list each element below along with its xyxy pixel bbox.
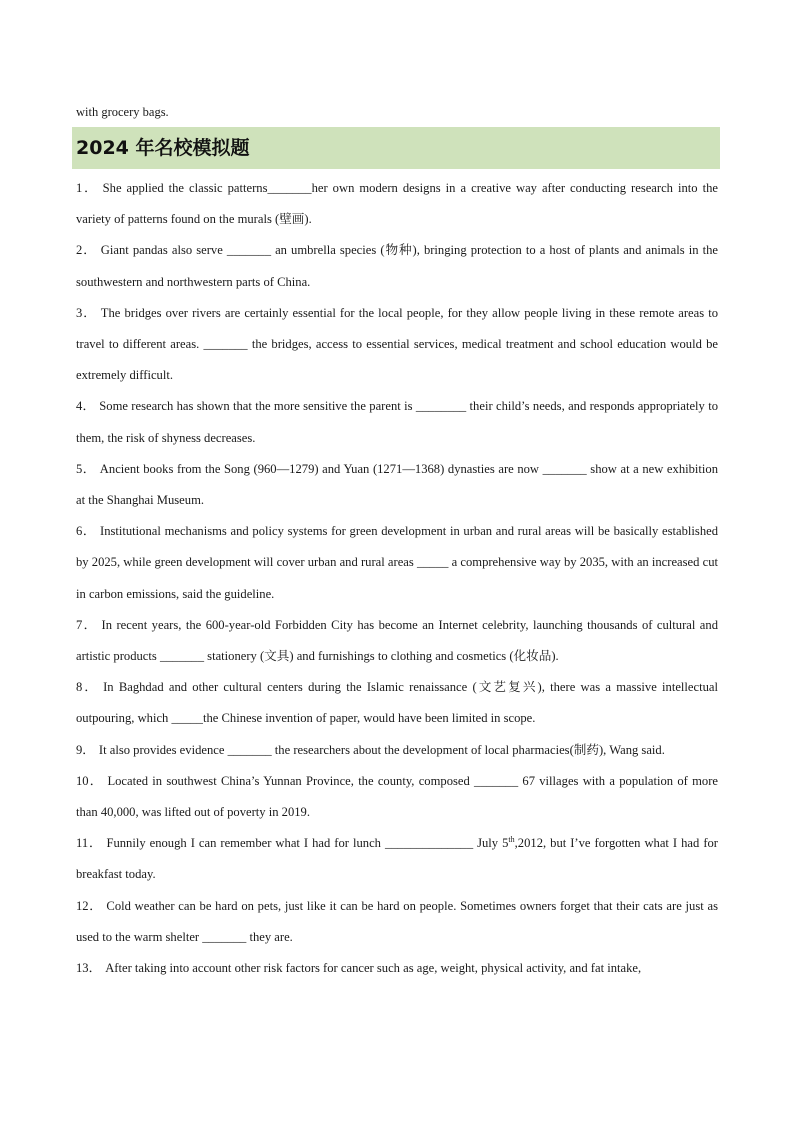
question-10 [76,766,718,828]
question-text: Some research has shown that the more sensitive the parent is ________ their child’s needs, and responds appropriately to them, the risk of shyness decreases. [76,399,718,445]
question-number: 13． [76,961,102,976]
question-text: Ancient books from the Song (960—1279) and Yuan (1271—1368) dynasties are now _______ show at a new exhibition at the Shanghai Museum. [76,461,718,508]
question-text: Giant pandas also serve _______ an umbrella species (物种), bringing protection to a host of plants and animals in the southwestern and northwestern parts of China. [76,243,718,289]
question-text: Cold weather can be hard on pets, just like it can be hard on people. Sometimes owners forget that their cats are just as used to the warm shelter _______ they are. [76,898,718,944]
question-text: After taking into account other risk factors for cancer such as age, weight, physical activity, and fat intake, [105,961,642,976]
question-text: The bridges over rivers are certainly essential for the local people, for they allow people living in these remote areas to travel to different areas. _______ the bridges, access to essential services, medical treatment and school education would be extremely difficult. [76,305,718,383]
question-3 [76,298,718,392]
question-1 [76,173,718,235]
section-title: 2024 年名校模拟题 [76,137,250,159]
question-text: Funnily enough I can remember what I had for lunch ______________ July 5 [106,836,509,851]
question-11 [76,828,718,890]
question-text: In Baghdad and other cultural centers during the Islamic renaissance (文艺复兴), there was a massive intellectual outpouring, which _____the Chinese invention of paper, would have been limited in scope. [76,680,718,726]
ordinal-superscript: th [508,835,515,845]
question-number: 10． [76,773,104,788]
question-number: 1． [76,181,99,195]
question-text: In recent years, the 600-year-old Forbidden City has become an Internet celebrity, launching thousands of cultural and artistic products _______ stationery (文具) and furnishings to clothing and cosmetics (化妆品). [76,617,718,664]
question-list [76,173,718,984]
question-number: 6． [76,524,96,539]
question-5 [76,454,718,516]
question-number: 3． [76,305,97,320]
question-number: 12． [76,898,103,913]
question-12 [76,891,718,953]
section-header [72,127,720,169]
question-13 [76,953,718,984]
continuation-text: with grocery bags. [76,105,169,119]
question-text: It also provides evidence _______ the researchers about the development of local pharmacies(制药), Wang said. [98,742,665,757]
question-number: 9． [76,742,95,757]
question-text: ,2012, but I’ve forgotten what I had for breakfast today. [76,836,718,882]
question-2 [76,235,718,297]
question-8 [76,672,718,734]
question-number: 2． [76,243,97,258]
question-text: Located in southwest China’s Yunnan Province, the county, composed _______ 67 villages with a population of more than 40,000, was lifted out of poverty in 2019. [76,773,718,820]
question-text: Institutional mechanisms and policy systems for green development in urban and rural areas will be basically established by 2025, while green development will cover urban and rural areas _____ a comprehensive way by 2035, with an increased cut in carbon emissions, said the guideline. [76,524,719,601]
question-number: 4． [76,399,96,414]
question-number: 8． [76,680,100,695]
question-6 [76,516,718,610]
question-text: She applied the classic patterns_______her own modern designs in a creative way after conducting research into the variety of patterns found on the murals (壁画). [76,181,718,227]
question-4 [76,391,718,453]
question-number: 7． [76,617,98,632]
question-7 [76,610,718,672]
question-number: 5． [76,461,96,476]
question-number: 11． [76,836,103,851]
question-9 [76,735,718,766]
